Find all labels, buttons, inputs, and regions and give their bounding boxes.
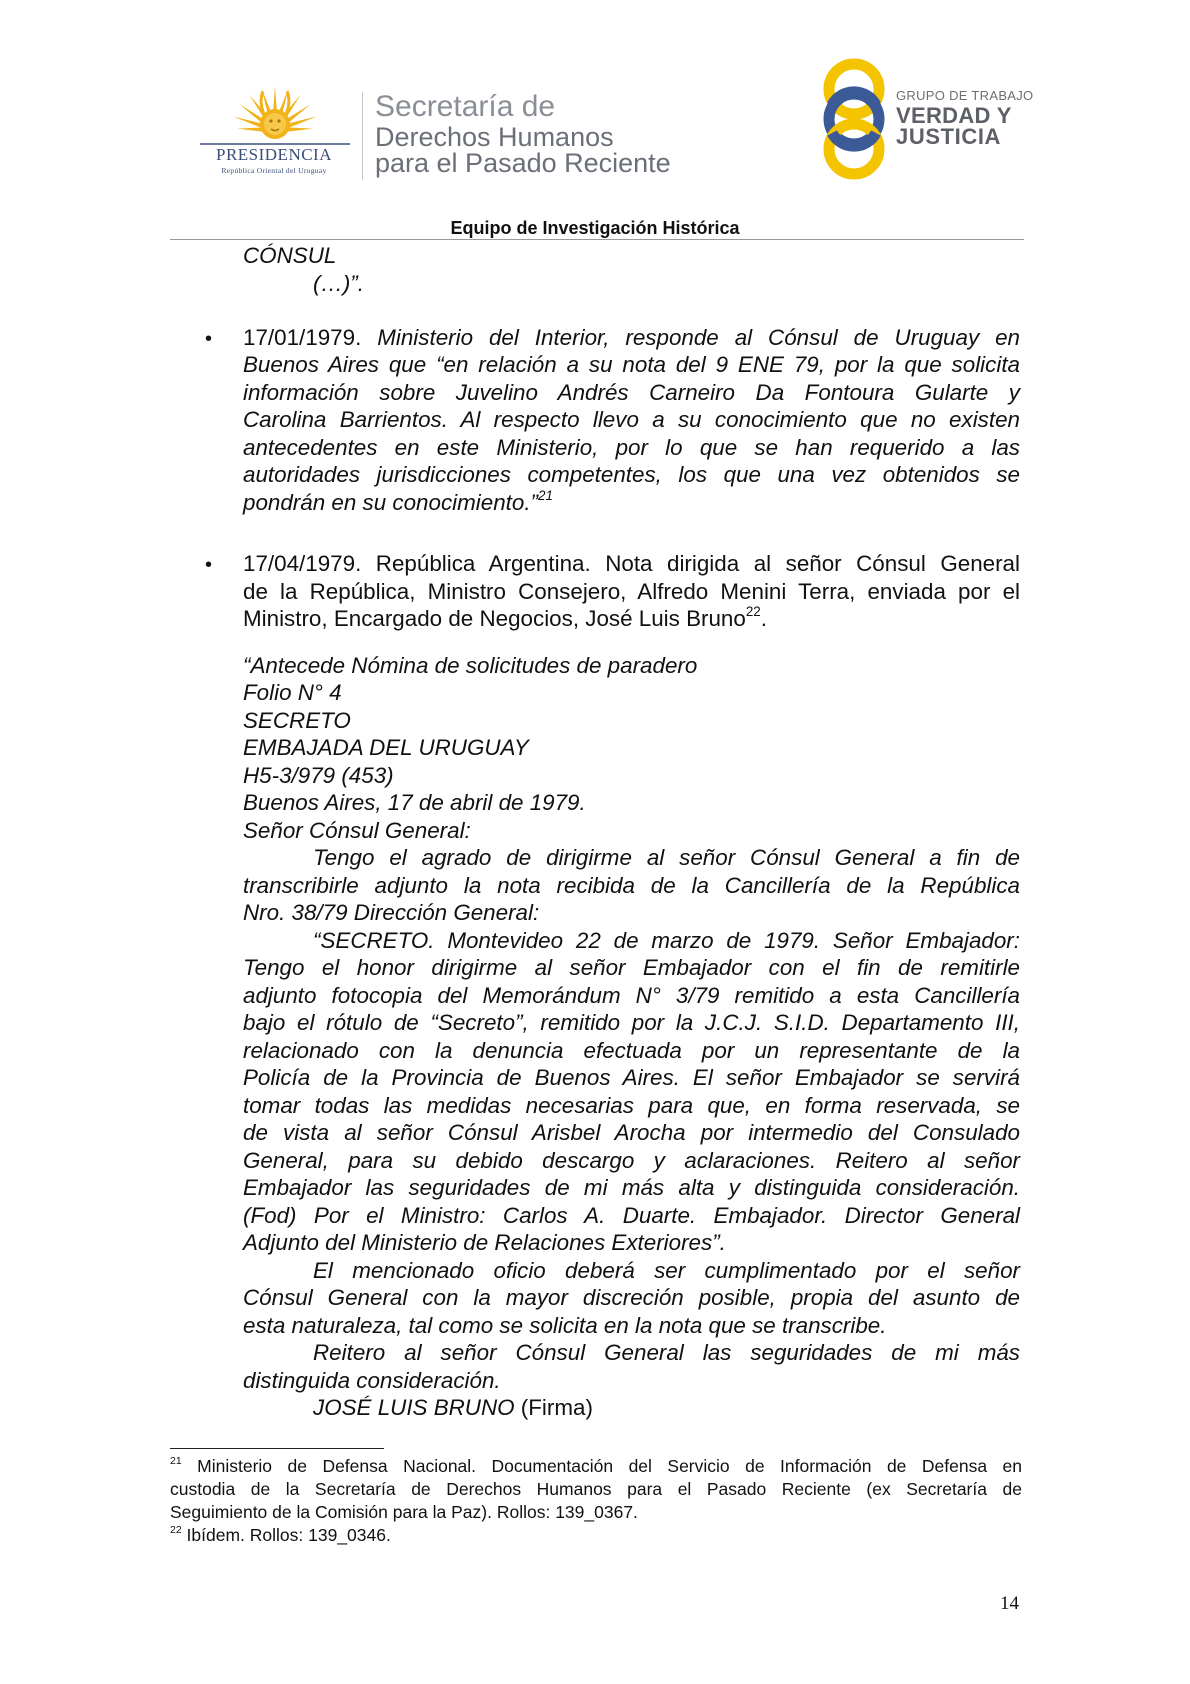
entry2-line1: 17/04/1979. República Argentina. Nota dirigida al señor Cónsul General	[243, 551, 1020, 576]
secretaria-line1: Secretaría de	[375, 90, 556, 123]
entry2-text3: Ministro, Encargado de Negocios, José Luis Bruno	[243, 606, 746, 631]
entry1-text7: pondrán en su conocimiento.”	[243, 490, 538, 515]
team-label: Equipo de Investigación Histórica	[450, 218, 740, 238]
entry1-line1	[243, 324, 1020, 352]
entry1-text1: Ministerio del Interior, responde al Cónsul de Uruguay en	[361, 325, 1020, 350]
entry1-line7	[243, 489, 1020, 517]
footnote-22	[170, 1524, 1022, 1546]
letter-l1: “Antecede Nómina de solicitudes de paradero	[243, 653, 698, 678]
secretaria-line2: Derechos Humanos	[375, 122, 614, 152]
letter-p2-line2: Tengo el honor dirigirme al señor Embajador con el fin de remitirle	[243, 955, 1020, 980]
footnote-ref-21[interactable]: 21	[538, 487, 553, 503]
letter-p1-line1: Tengo el agrado de dirigirme al señor Cónsul General a fin de	[313, 845, 1020, 870]
entry1-line3: información sobre Juvelino Andrés Carneiro Da Fontoura Gularte y	[243, 380, 1020, 405]
footnote-21-text1: Ministerio de Defensa Nacional. Documentación del Servicio de Información de Defensa en	[181, 1456, 1022, 1476]
letter-p2-line4: bajo el rótulo de “Secreto”, remitido por la J.C.J. S.I.D. Departamento III,	[243, 1010, 1020, 1035]
letter-p4-line1: Reitero al señor Cónsul General las seguridades de mi más	[313, 1340, 1020, 1365]
entry1-line4: Carolina Barrientos. Al respecto llevo a su conocimiento que no existen	[243, 407, 1020, 432]
sun-icon	[195, 82, 355, 152]
letter-p2-line5: relacionado con la denuncia efectuada por un representante de la	[243, 1038, 1020, 1063]
letter-p2-line8: de vista al señor Cónsul Arisbel Arocha por intermedio del Consulado	[243, 1120, 1020, 1145]
bullet-2: •	[205, 554, 213, 576]
entry2-line2: de la República, Ministro Consejero, Alfredo Menini Terra, enviada por el	[243, 579, 1020, 604]
quote-consul: CÓNSUL	[243, 243, 337, 268]
footnote-21-line2: custodia de la Secretaría de Derechos Humanos para el Pasado Reciente (ex Secretaría de	[170, 1479, 1022, 1499]
letter-p2-line9: General, para su debido descargo y aclaraciones. Reitero al señor	[243, 1148, 1020, 1173]
letter-l4: EMBAJADA DEL URUGUAY	[243, 735, 529, 760]
footnote-22-text: Ibídem. Rollos: 139_0346.	[181, 1525, 391, 1545]
logo-divider	[362, 92, 363, 180]
rings-icon	[818, 58, 902, 180]
footnote-21-line1	[170, 1455, 1022, 1477]
letter-p2-line10: Embajador las seguridades de mi más alta y distinguida consideración.	[243, 1175, 1020, 1200]
letter-p1-line2: transcribirle adjunto la nota recibida de la Cancillería de la República	[243, 873, 1020, 898]
signature-name: JOSÉ LUIS BRUNO	[313, 1395, 515, 1420]
grupo-line3: JUSTICIA	[896, 124, 1002, 149]
letter-p2-line11: (Fod) Por el Ministro: Carlos A. Duarte. Embajador. Director General	[243, 1203, 1020, 1228]
letter-p4-line2: distinguida consideración.	[243, 1368, 501, 1393]
entry1-line5: antecedentes en este Ministerio, por lo que se han requerido a las	[243, 435, 1020, 460]
letter-l3: SECRETO	[243, 708, 351, 733]
footnote-22-number: 22	[170, 1523, 182, 1536]
letter-p3-line2: Cónsul General con la mayor discreción posible, propia del asunto de	[243, 1285, 1020, 1310]
letter-p2-line12: Adjunto del Ministerio de Relaciones Exteriores”.	[243, 1230, 726, 1255]
bullet-1: •	[205, 328, 213, 350]
footnote-ref-22[interactable]: 22	[745, 603, 761, 619]
entry1-line2: Buenos Aires que “en relación a su nota del 9 ENE 79, por la que solicita	[243, 352, 1020, 377]
grupo-line1: GRUPO DE TRABAJO	[896, 88, 1034, 103]
letter-p2-line6: Policía de la Provincia de Buenos Aires. El señor Embajador se servirá	[243, 1065, 1020, 1090]
secretaria-line3: para el Pasado Reciente	[375, 148, 671, 178]
header-rule	[170, 239, 1024, 240]
presidencia-name: PRESIDENCIA	[215, 145, 332, 164]
entry1-date: 17/01/1979.	[243, 325, 362, 350]
grupo-line2: VERDAD Y	[896, 103, 1012, 128]
entry2-trailing: .	[760, 606, 768, 631]
footnote-21-number: 21	[170, 1454, 182, 1467]
quote-ellipsis: (…)”.	[313, 271, 364, 296]
footnote-21-line3: Seguimiento de la Comisión para la Paz). Rollos: 139_0367.	[170, 1502, 638, 1522]
signature-note: (Firma)	[514, 1395, 593, 1420]
letter-l6: Buenos Aires, 17 de abril de 1979.	[243, 790, 586, 815]
verdad-justicia-logo	[818, 58, 902, 180]
letter-p2-line7: tomar todas las medidas necesarias para que, en forma reservada, se	[243, 1093, 1020, 1118]
page-number: 14	[1000, 1593, 1019, 1614]
letter-p3-line1: El mencionado oficio deberá ser cumplimentado por el señor	[313, 1258, 1020, 1283]
presidencia-subtitle: República Oriental del Uruguay	[221, 166, 327, 175]
signature-line	[313, 1394, 1090, 1422]
entry2-line3	[243, 605, 1020, 633]
letter-p3-line3: esta naturaleza, tal como se solicita en la nota que se transcribe.	[243, 1313, 887, 1338]
entry1-line6: autoridades jurisdicciones competentes, los que una vez obtenidos se	[243, 462, 1020, 487]
letter-p2-line1: “SECRETO. Montevideo 22 de marzo de 1979. Señor Embajador:	[313, 928, 1020, 953]
letter-l5: H5-3/979 (453)	[243, 763, 394, 788]
letter-p1-line3: Nro. 38/79 Dirección General:	[243, 900, 540, 925]
letter-l2: Folio N° 4	[243, 680, 342, 705]
letter-l7: Señor Cónsul General:	[243, 818, 471, 843]
footnote-rule	[170, 1448, 384, 1449]
letter-p2-line3: adjunto fotocopia del Memorándum N° 3/79 remitido a esta Cancillería	[243, 983, 1020, 1008]
